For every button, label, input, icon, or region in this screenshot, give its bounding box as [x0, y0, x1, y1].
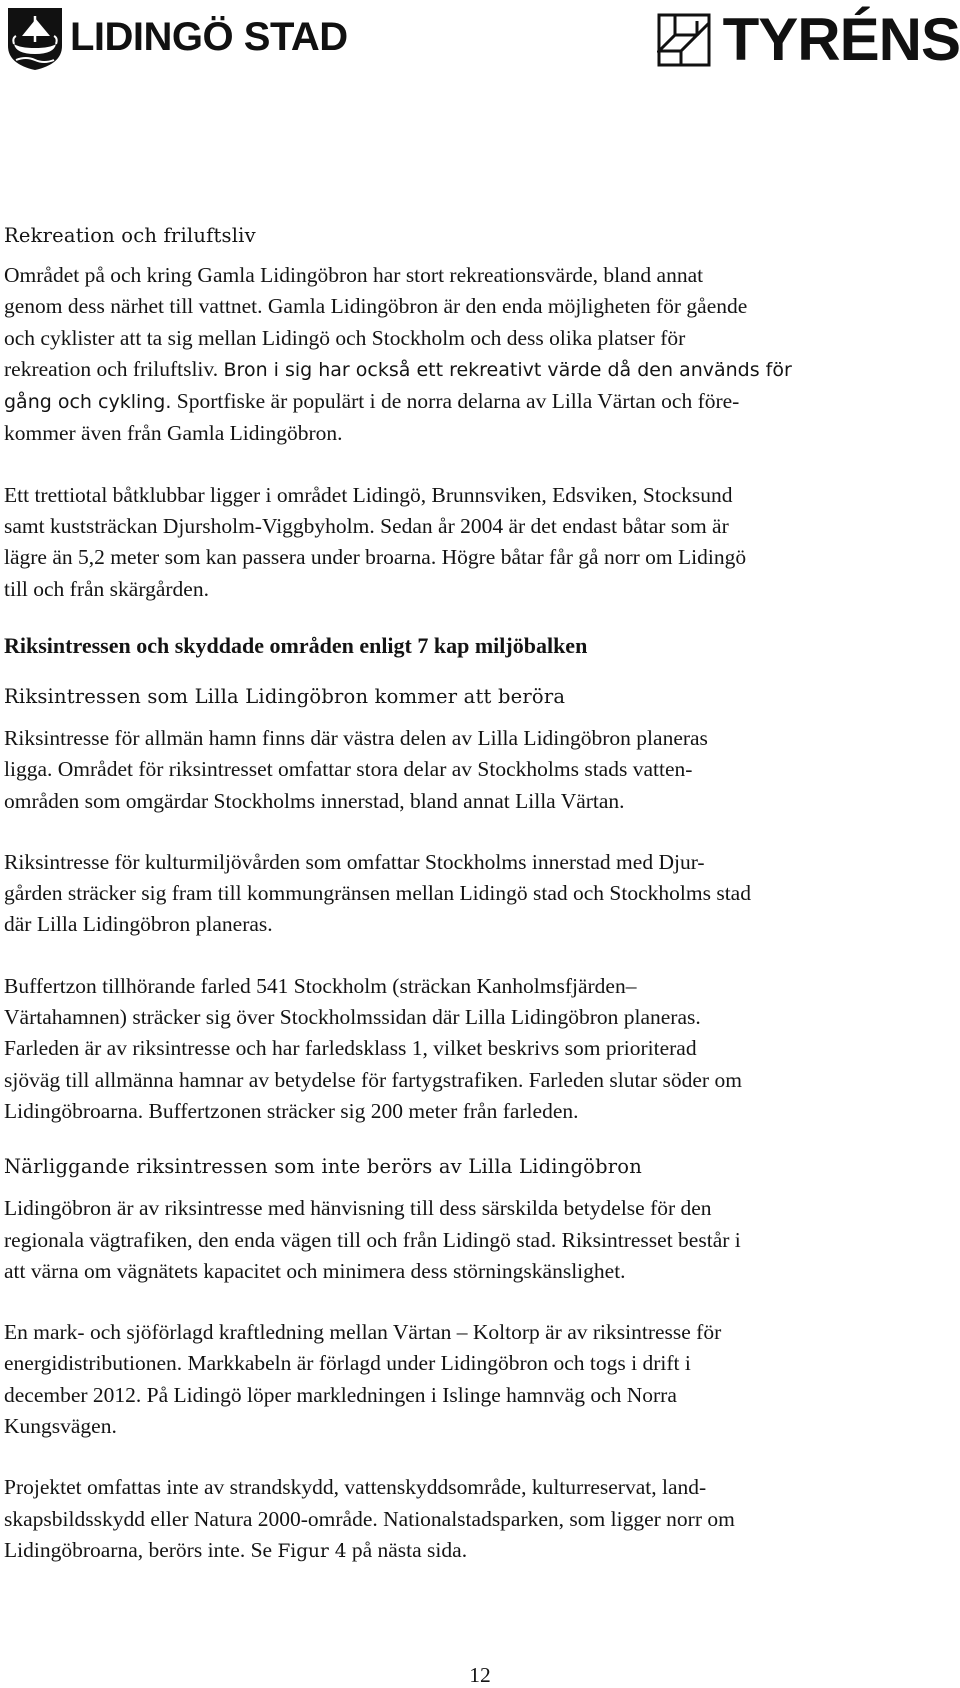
paragraph-buffertzon: Buffertzon tillhörande farled 541 Stockholm (sträckan Kanholmsfjärden– Värtahamnen) sträcker sig över Stockholmssidan där Lilla Lidingöbron planeras. Farleden är av riksintresse och har farledsklass 1, vilket beskrivs som prioriterad sjöväg till allmänna hamnar av betydelse för fartygstrafiken. Farleden slutar söder om Lidingöbroarna. Buffertzonen sträcker sig 200 meter från farleden.: [4, 973, 742, 1123]
tyrens-logo-text: TYRÉNS: [722, 6, 960, 73]
section-subheading-berora: Riksintressen som Lilla Lidingöbron kommer att beröra: [4, 684, 566, 708]
tyrens-logo: [657, 6, 960, 73]
section-heading-riksintressen: Riksintressen och skyddade områden enligt 7 kap miljöbalken: [4, 632, 588, 658]
paragraph-allman-hamn: Riksintresse för allmän hamn finns där västra delen av Lilla Lidingöbron planeras ligga. Området för riksintresset omfattar stora delar av Stockholms stads vatten- områden som omgärdar Stockholms innerstad, bland annat Lilla Värtan.: [4, 725, 708, 813]
paragraph-rekreation: Området på och kring Gamla Lidingöbron har stort rekreationsvärde, bland annat genom dess närhet till vattnet. Gamla Lidingöbron är den enda möjligheten för gående och cyklister att ta sig mellan Lidingö och Stockholm och dess olika platser för rekreation och friluftsliv. Bron i sig har också ett rekreativt värde då den används för gång och cykling. Sportfiske är populärt i de norra delarna av Lilla Värtan och före- kommer även från Gamla Lidingöbron.: [4, 263, 792, 446]
tyrens-cube-mark-icon: [657, 13, 711, 67]
paragraph-batklubbar: Ett trettiotal båtklubbar ligger i området Lidingö, Brunnsviken, Edsviken, Stocksund samt kuststräckan Djursholm-Viggbyholm. Sedan år 2004 är det endast båtar som är lägre än 5,2 meter som kan passera under broarna. Högre båtar får gå norr om Lidingö till och från skärgården.: [4, 482, 747, 601]
viking-ship-crest-icon: [6, 6, 64, 72]
document-body: [4, 222, 954, 1567]
section-subheading-narliggande: Närliggande riksintressen som inte berörs av Lilla Lidingöbron: [4, 1155, 642, 1179]
lidingo-stad-logo-text: LIDINGÖ STAD: [70, 14, 348, 59]
paragraph-lidingobron: Lidingöbron är av riksintresse med hänvisning till dess särskilda betydelse för den regionala vägtrafiken, den enda vägen till och från Lidingö stad. Riksintresset består i att värna om vägnätets kapacitet och minimera dess störningskänslighet.: [4, 1196, 741, 1283]
lidingo-stad-logo: [6, 4, 348, 74]
figure-reference-link[interactable]: Figur 4: [277, 1540, 347, 1562]
section-subheading-rekreation: Rekreation och friluftsliv: [4, 224, 256, 247]
page-header: [0, 0, 960, 90]
paragraph-kulturmiljovarden: Riksintresse för kulturmiljövården som omfattar Stockholms innerstad med Djur- gården sträcker sig fram till kommungränsen mellan Lidingö stad och Stockholms stad där Lilla Lidingöbron planeras.: [4, 849, 751, 937]
page-number: 12: [469, 1663, 491, 1687]
paragraph-kraftledning: En mark- och sjöförlagd kraftledning mellan Värtan – Koltorp är av riksintresse för energidistributionen. Markkabeln är förlagd under Lidingöbron och togs i drift i december 2012. På Lidingö löper markledningen i Islinge hamnväg och Norra Kungsvägen.: [4, 1320, 722, 1439]
paragraph-strandskydd: Projektet omfattas inte av strandskydd, vattenskyddsområde, kulturreservat, land- skapsbildsskydd eller Natura 2000-område. Nationalstadsparken, som ligger norr om Lidingöbroarna, berörs inte. Se Figur 4 på nästa sida.: [4, 1475, 735, 1562]
